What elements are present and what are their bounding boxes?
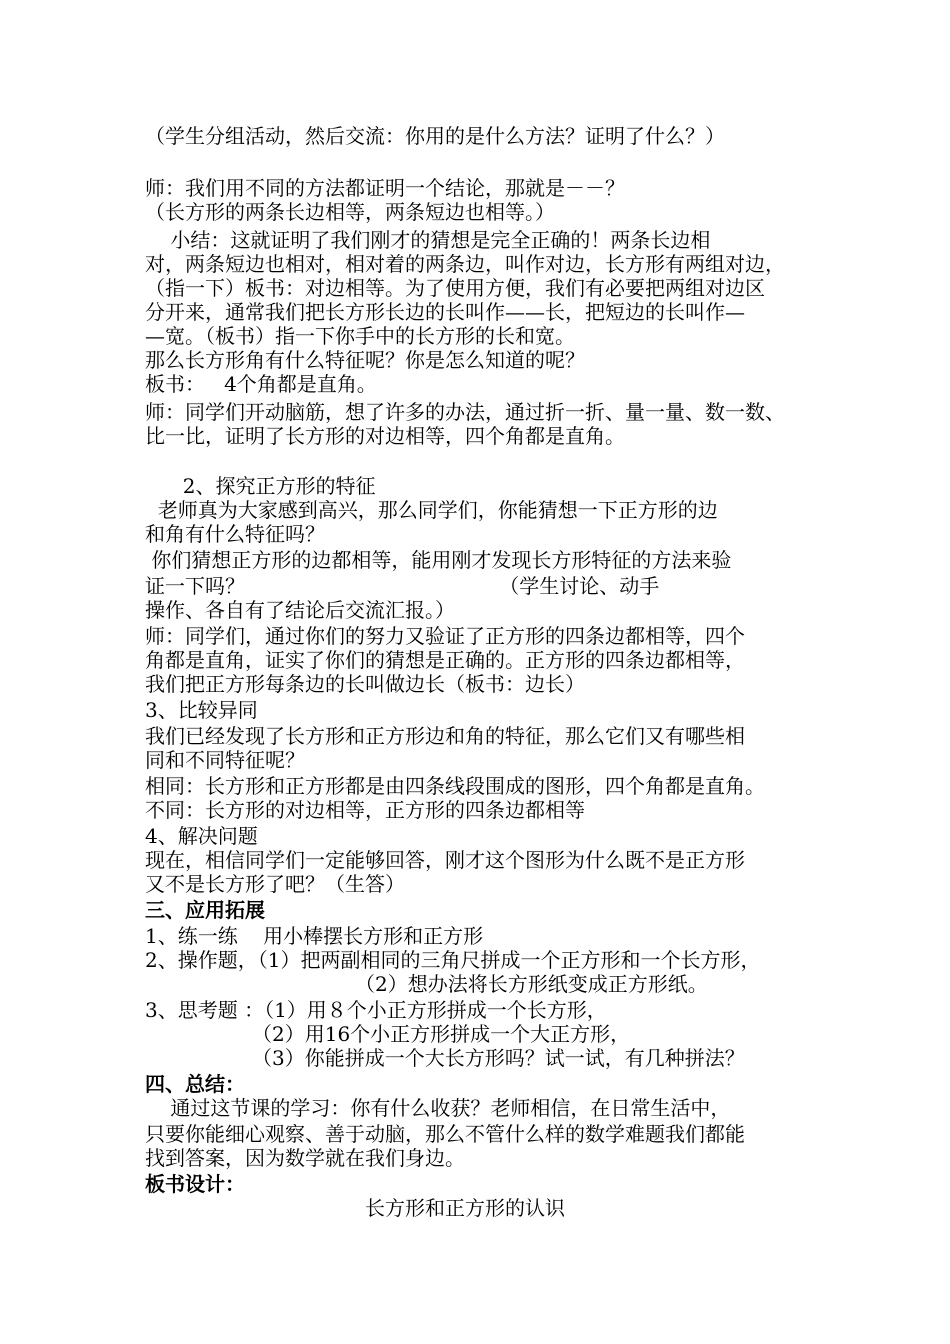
- text-line: （指一下）板书：对边相等。为了使用方便，我们有必要把两组对边区: [145, 276, 765, 300]
- section-heading: 4、解决问题: [145, 824, 258, 848]
- text-line: 2、操作题，（1）把两副相同的三角尺拼成一个正方形和一个长方形，: [145, 948, 761, 972]
- text-line: （学生分组活动，然后交流：你用的是什么方法？证明了什么？）: [145, 124, 725, 148]
- text-line: 我们把正方形每条边的长叫做边长（板书：边长）: [145, 672, 585, 696]
- text-line: 比一比，证明了长方形的对边相等，四个角都是直角。: [145, 424, 625, 448]
- text-line: 和角有什么特征吗？: [145, 522, 325, 546]
- text-line: 同和不同特征呢？: [145, 748, 305, 772]
- text-line: 操作、各自有了结论后交流汇报。）: [145, 598, 455, 622]
- text-line: 通过这节课的学习：你有什么收获？老师相信，在日常生活中，: [145, 1096, 731, 1120]
- text-line: 不同：长方形的对边相等，正方形的四条边都相等: [145, 798, 585, 822]
- text-line: —宽。（板书）指一下你手中的长方形的长和宽。: [145, 324, 575, 348]
- text-line: 现在，相信同学们一定能够回答，刚才这个图形为什么既不是正方形: [145, 848, 745, 872]
- summary-line: 小结：这就证明了我们刚才的猜想是完全正确的！两条长边相: [145, 228, 711, 252]
- board-title: 长方形和正方形的认识: [365, 1196, 565, 1220]
- text-line: （3）你能拼成一个大长方形吗？试一试，有几种拼法？: [252, 1046, 745, 1070]
- text-line: （2）想办法将长方形纸变成正方形纸。: [355, 972, 708, 996]
- text-line: 分开来，通常我们把长方形长边的长叫作——长，把短边的长叫作—: [145, 300, 745, 324]
- text-line: 我们已经发现了长方形和正方形边和角的特征，那么它们又有哪些相: [145, 724, 745, 748]
- text-line: 找到答案，因为数学就在我们身边。: [145, 1146, 465, 1170]
- text-line: 老师真为大家感到高兴，那么同学们，你能猜想一下正方形的边: [145, 498, 718, 522]
- text-line: 你们猜想正方形的边都相等，能用刚才发现长方形特征的方法来验: [145, 548, 732, 572]
- text-line: 师：同学们，通过你们的努力又验证了正方形的四条边都相等，四个: [145, 624, 745, 648]
- text-line: 师：我们用不同的方法都证明一个结论，那就是－－？: [145, 176, 625, 200]
- text-line: 那么长方形角有什么特征呢？你是怎么知道的呢？: [145, 348, 585, 372]
- section-heading: 3、比较异同: [145, 698, 258, 722]
- text-line: 1、练一练 用小棒摆长方形和正方形: [145, 924, 484, 948]
- text-line: 对，两条短边也相对，相对着的两条边，叫作对边，长方形有两组对边，: [145, 252, 785, 276]
- section-heading: 三、应用拓展: [145, 898, 265, 922]
- section-heading: 板书设计：: [145, 1172, 245, 1196]
- text-line: 3、思考题 ：（1）用８个小正方形拼成一个长方形，: [145, 998, 607, 1022]
- text-line: （2）用16个小正方形拼成一个大正方形，: [252, 1022, 631, 1046]
- text-line: 角都是直角，证实了你们的猜想是正确的。正方形的四条边都相等，: [145, 648, 745, 672]
- text-line: 相同：长方形和正方形都是由四条线段围成的图形，四个角都是直角。: [145, 774, 765, 798]
- text-line: 证一下吗？ （学生讨论、动手: [145, 574, 660, 598]
- text-line: （长方形的两条长边相等，两条短边也相等。）: [145, 200, 555, 224]
- section-heading: 四、总结：: [145, 1072, 245, 1096]
- text-line: 只要你能细心观察、善于动脑，那么不管什么样的数学难题我们都能: [145, 1122, 745, 1146]
- section-heading: 2、探究正方形的特征: [170, 474, 376, 498]
- text-line: 又不是长方形了吧？（生答）: [145, 872, 405, 896]
- text-line: 师：同学们开动脑筋，想了许多的办法，通过折一折、量一量、数一数、: [145, 400, 785, 424]
- text-line: 板书： 4个角都是直角。: [145, 372, 377, 396]
